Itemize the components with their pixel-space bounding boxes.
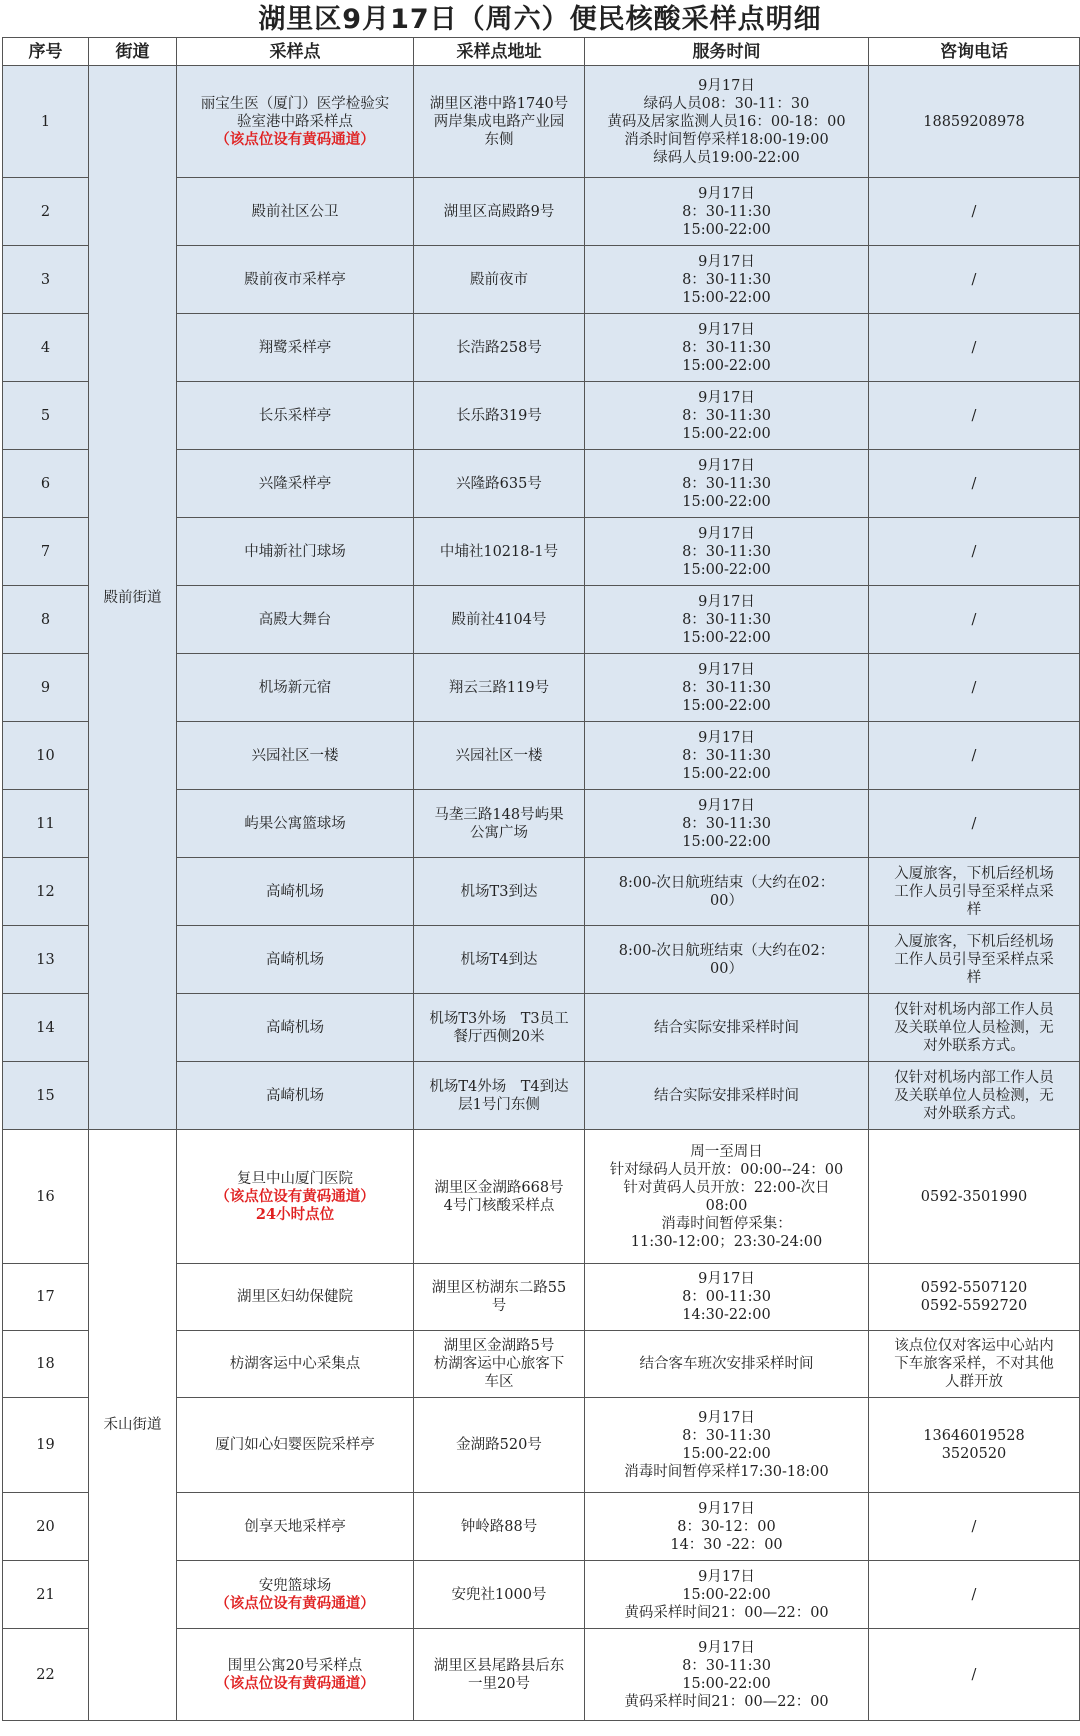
service-time-line: 8：30-11:30	[682, 1428, 771, 1444]
service-time-line: 8：30-12：00	[677, 1518, 776, 1535]
site-address-line: 东侧	[484, 131, 514, 148]
yellow-code-note: （该点位设有黄码通道）	[215, 1674, 375, 1692]
site-name-line: 枋湖客运中心采集点	[229, 1356, 361, 1372]
site-name-line: 验室港中路采样点	[237, 113, 353, 130]
site-address	[414, 722, 585, 790]
contact-phone-line: 工作人员引导至采样点采	[894, 883, 1054, 900]
site-address-line: 湖里区金湖路5号	[443, 1338, 555, 1354]
service-time	[585, 994, 869, 1062]
service-time	[585, 178, 869, 246]
row-number: 18	[3, 1331, 89, 1398]
service-time-line: 15:00-22:00	[682, 1586, 771, 1603]
service-time-line: 11:30-12:00；23:30-24:00	[630, 1233, 823, 1250]
service-time-line: 消杀时间暂停采样18:00-19:00	[624, 131, 829, 148]
contact-phone	[869, 178, 1080, 246]
service-time-line: 8：30-11:30	[682, 611, 771, 628]
service-time-line: 8：30-11:30	[682, 543, 771, 560]
service-time-line: 9月17日	[698, 1271, 755, 1287]
service-time-line: 14：30 -22：00	[670, 1536, 783, 1553]
header-cell: 序号	[3, 38, 89, 66]
service-time-line: 15:00-22:00	[682, 425, 771, 442]
service-time-line: 消毒时间暂停采集：	[661, 1215, 792, 1232]
contact-phone-line: /	[971, 747, 977, 764]
service-time-line: 8：00-11:30	[682, 1289, 771, 1305]
site-address	[414, 654, 585, 722]
contact-phone-line: /	[971, 475, 977, 492]
service-time-line: 15:00-22:00	[682, 289, 771, 306]
contact-phone-line: 0592-5592720	[920, 1298, 1028, 1314]
service-time-line: 针对黄码人员开放：22:00-次日	[623, 1179, 830, 1196]
contact-phone-line: /	[971, 407, 977, 424]
row-number: 21	[3, 1561, 89, 1629]
service-time-line: 绿码人员08：30-11：30	[643, 95, 810, 112]
contact-phone	[869, 450, 1080, 518]
service-time-line: 15:00-22:00	[682, 833, 771, 850]
header-row	[3, 38, 1080, 66]
contact-phone-line: 该点位仅对客运中心站内	[894, 1338, 1054, 1354]
service-time-line: 9月17日	[698, 1568, 755, 1585]
service-time-line: 9月17日	[698, 1639, 755, 1656]
service-time	[585, 450, 869, 518]
row-number: 13	[3, 926, 89, 994]
service-time-line: 15:00-22:00	[682, 493, 771, 510]
site-address-line: 兴隆路635号	[456, 475, 542, 492]
service-time-line: 9月17日	[698, 389, 755, 406]
contact-phone-line: 3520520	[941, 1446, 1007, 1462]
row-number: 12	[3, 858, 89, 926]
service-time	[585, 1062, 869, 1130]
service-time-line: 9月17日	[698, 457, 755, 474]
row-number: 19	[3, 1398, 89, 1493]
site-address-line: 4号门核酸采样点	[443, 1197, 555, 1214]
site-name	[177, 1629, 414, 1721]
site-name-line: 殿前夜市采样亭	[244, 271, 346, 288]
row-number: 5	[3, 382, 89, 450]
site-address	[414, 518, 585, 586]
site-name	[177, 722, 414, 790]
site-address	[414, 382, 585, 450]
contact-phone-line: /	[971, 203, 977, 220]
contact-phone	[869, 1331, 1080, 1398]
service-time	[585, 518, 869, 586]
service-time-line: 结合实际安排采样时间	[654, 1087, 799, 1104]
site-address-line: 机场T3外场 T3员工	[429, 1010, 569, 1027]
service-time-line: 黄码及居家监测人员16：00-18：00	[607, 113, 846, 130]
contact-phone	[869, 314, 1080, 382]
service-time	[585, 1331, 869, 1398]
contact-phone-line: /	[971, 339, 977, 356]
site-name-line: 高崎机场	[266, 883, 324, 900]
service-time-line: 9月17日	[698, 593, 755, 610]
site-name-line: 创享天地采样亭	[244, 1518, 346, 1535]
contact-phone-line: 下车旅客采样，不对其他	[894, 1356, 1054, 1372]
service-time	[585, 1264, 869, 1331]
service-time-line: 8:00-次日航班结束（大约在02：	[618, 942, 835, 959]
site-address-line: 机场T4到达	[460, 951, 538, 968]
site-address-line: 号	[491, 1298, 507, 1314]
yellow-code-note: 24小时点位	[255, 1205, 335, 1223]
row-number: 7	[3, 518, 89, 586]
contact-phone	[869, 722, 1080, 790]
site-address-line: 兴园社区一楼	[455, 747, 543, 764]
site-address-line: 金湖路520号	[456, 1437, 542, 1453]
site-name	[177, 314, 414, 382]
contact-phone-line: /	[971, 271, 977, 288]
contact-phone-line: 仅针对机场内部工作人员	[894, 1001, 1054, 1018]
service-time-line: 15:00-22:00	[682, 697, 771, 714]
service-time-line: 9月17日	[698, 729, 755, 746]
site-name-line: 中埔新社门球场	[244, 543, 346, 560]
site-address-line: 一里20号	[468, 1675, 530, 1692]
contact-phone-line: /	[971, 543, 977, 560]
site-address-line: 两岸集成电路产业园	[433, 113, 565, 130]
header-cell: 街道	[89, 38, 177, 66]
site-address-line: 中埔社10218-1号	[439, 543, 559, 560]
service-time-line: 黄码采样时间21：00—22：00	[624, 1604, 829, 1621]
service-time-line: 8：30-11:30	[682, 271, 771, 288]
contact-phone	[869, 790, 1080, 858]
contact-phone-line: 18859208978	[923, 113, 1025, 130]
row-number: 10	[3, 722, 89, 790]
site-address	[414, 1629, 585, 1721]
contact-phone	[869, 1062, 1080, 1130]
site-address-line: 层1号门东侧	[458, 1096, 540, 1113]
site-name	[177, 1331, 414, 1398]
contact-phone-line: 对外联系方式。	[923, 1037, 1025, 1054]
site-name	[177, 858, 414, 926]
contact-phone	[869, 1493, 1080, 1561]
site-address	[414, 1493, 585, 1561]
row-number: 3	[3, 246, 89, 314]
site-address	[414, 586, 585, 654]
service-time-line: 9月17日	[698, 661, 755, 678]
site-address	[414, 790, 585, 858]
row-number: 6	[3, 450, 89, 518]
site-address	[414, 1398, 585, 1493]
service-time-line: 9月17日	[698, 321, 755, 338]
site-address-line: 湖里区枋湖东二路55	[431, 1280, 567, 1296]
site-name-line: 厦门如心妇婴医院采样亭	[215, 1437, 375, 1453]
service-time-line: 15:00-22:00	[682, 357, 771, 374]
row-number: 11	[3, 790, 89, 858]
service-time	[585, 1130, 869, 1264]
header-cell: 服务时间	[585, 38, 869, 66]
site-address-line: 湖里区县尾路县后东	[433, 1657, 565, 1674]
contact-phone-line: /	[971, 679, 977, 696]
service-time-line: 结合客车班次安排采样时间	[639, 1356, 814, 1372]
service-time-line: 9月17日	[698, 77, 755, 94]
site-name-line: 高殿大舞台	[258, 611, 332, 628]
site-address	[414, 926, 585, 994]
contact-phone	[869, 654, 1080, 722]
service-time-line: 00）	[710, 960, 743, 977]
site-name	[177, 518, 414, 586]
contact-phone-line: /	[971, 611, 977, 628]
contact-phone-line: /	[971, 1666, 977, 1683]
service-time-line: 08:00	[705, 1197, 748, 1214]
site-name	[177, 1062, 414, 1130]
service-time	[585, 790, 869, 858]
contact-phone-line: 及关联单位人员检测，无	[894, 1019, 1054, 1036]
service-time	[585, 1493, 869, 1561]
service-time-line: 00）	[710, 892, 743, 909]
contact-phone-line: 对外联系方式。	[923, 1105, 1025, 1122]
site-name	[177, 1493, 414, 1561]
header-cell: 采样点地址	[414, 38, 585, 66]
contact-phone-line: 人群开放	[945, 1374, 1003, 1390]
contact-phone-line: 仅针对机场内部工作人员	[894, 1069, 1054, 1086]
row-number: 2	[3, 178, 89, 246]
site-name-line: 屿果公寓篮球场	[244, 815, 346, 832]
table-row	[3, 1130, 1080, 1264]
site-address	[414, 178, 585, 246]
yellow-code-note: （该点位设有黄码通道）	[215, 130, 375, 148]
site-name-line: 机场新元宿	[258, 679, 332, 696]
site-name-line: 安兜篮球场	[258, 1577, 332, 1594]
contact-phone-line: 13646019528	[923, 1428, 1025, 1444]
site-address	[414, 858, 585, 926]
service-time-line: 15:00-22:00	[682, 765, 771, 782]
site-name-line: 复旦中山厦门医院	[237, 1170, 353, 1187]
contact-phone-line: 0592-5507120	[920, 1280, 1028, 1296]
contact-phone	[869, 1398, 1080, 1493]
street-name: 殿前街道	[89, 66, 177, 1130]
site-address-line: 安兜社1000号	[451, 1586, 547, 1603]
site-address	[414, 1561, 585, 1629]
service-time-line: 8：30-11:30	[682, 679, 771, 696]
site-address-line: 长乐路319号	[456, 407, 542, 424]
site-name-line: 翔鹭采样亭	[258, 339, 332, 356]
site-name	[177, 790, 414, 858]
service-time-line: 8：30-11:30	[682, 203, 771, 220]
contact-phone	[869, 858, 1080, 926]
site-address	[414, 1130, 585, 1264]
site-name	[177, 382, 414, 450]
contact-phone-line: 入厦旅客，下机后经机场	[894, 933, 1054, 950]
service-time-line: 8：30-11:30	[682, 475, 771, 492]
row-number: 16	[3, 1130, 89, 1264]
site-address-line: 车区	[484, 1374, 514, 1390]
site-address-line: 马垄三路148号屿果	[434, 806, 564, 823]
service-time	[585, 654, 869, 722]
service-time-line: 8：30-11:30	[682, 815, 771, 832]
site-name	[177, 66, 414, 178]
service-time-line: 9月17日	[698, 525, 755, 542]
site-address-line: 钟岭路88号	[460, 1518, 538, 1535]
site-name	[177, 994, 414, 1062]
service-time-line: 15:00-22:00	[682, 1675, 771, 1692]
site-name	[177, 246, 414, 314]
site-name-line: 高崎机场	[266, 1019, 324, 1036]
service-time-line: 15:00-22:00	[682, 1446, 771, 1462]
service-time-line: 8：30-11:30	[682, 747, 771, 764]
site-name	[177, 1561, 414, 1629]
site-address	[414, 1331, 585, 1398]
table-body	[3, 66, 1080, 1721]
contact-phone	[869, 926, 1080, 994]
sampling-sites-table	[2, 37, 1080, 1721]
service-time	[585, 1629, 869, 1721]
site-address-line: 湖里区高殿路9号	[443, 203, 555, 220]
site-address-line: 机场T3到达	[460, 883, 538, 900]
service-time-line: 8：30-11:30	[682, 407, 771, 424]
row-number: 14	[3, 994, 89, 1062]
header-cell: 采样点	[177, 38, 414, 66]
contact-phone	[869, 1264, 1080, 1331]
contact-phone	[869, 518, 1080, 586]
row-number: 9	[3, 654, 89, 722]
service-time	[585, 858, 869, 926]
page-title: 湖里区9月17日（周六）便民核酸采样点明细	[258, 4, 822, 35]
yellow-code-note: （该点位设有黄码通道）	[215, 1594, 375, 1612]
service-time-line: 9月17日	[698, 253, 755, 270]
row-number: 4	[3, 314, 89, 382]
contact-phone	[869, 1130, 1080, 1264]
contact-phone	[869, 382, 1080, 450]
contact-phone-line: /	[971, 815, 977, 832]
site-name	[177, 1398, 414, 1493]
service-time-line: 15:00-22:00	[682, 629, 771, 646]
site-address-line: 长浩路258号	[456, 339, 542, 356]
site-address	[414, 246, 585, 314]
service-time	[585, 246, 869, 314]
service-time-line: 黄码采样时间21：00—22：00	[624, 1693, 829, 1710]
row-number: 8	[3, 586, 89, 654]
site-address-line: 殿前夜市	[470, 271, 528, 288]
site-name	[177, 586, 414, 654]
site-name	[177, 926, 414, 994]
service-time	[585, 1561, 869, 1629]
site-address-line: 殿前社4104号	[451, 611, 547, 628]
site-name	[177, 450, 414, 518]
row-number: 20	[3, 1493, 89, 1561]
site-address-line: 湖里区港中路1740号	[429, 95, 569, 112]
site-name	[177, 1264, 414, 1331]
service-time-line: 8:00-次日航班结束（大约在02：	[618, 874, 835, 891]
table-row	[3, 66, 1080, 178]
service-time-line: 8：30-11:30	[682, 1657, 771, 1674]
service-time	[585, 1398, 869, 1493]
contact-phone-line: 入厦旅客，下机后经机场	[894, 865, 1054, 882]
service-time-line: 9月17日	[698, 1410, 755, 1426]
site-address-line: 枋湖客运中心旅客下	[433, 1356, 565, 1372]
contact-phone-line: 及关联单位人员检测，无	[894, 1087, 1054, 1104]
row-number: 1	[3, 66, 89, 178]
contact-phone-line: 样	[966, 901, 982, 918]
service-time-line: 9月17日	[698, 797, 755, 814]
site-name-line: 兴隆采样亭	[258, 475, 332, 492]
service-time	[585, 722, 869, 790]
contact-phone	[869, 66, 1080, 178]
row-number: 22	[3, 1629, 89, 1721]
contact-phone-line: /	[971, 1518, 977, 1535]
site-name-line: 高崎机场	[266, 1087, 324, 1104]
contact-phone	[869, 1629, 1080, 1721]
row-number: 17	[3, 1264, 89, 1331]
service-time	[585, 926, 869, 994]
service-time-line: 8：30-11:30	[682, 339, 771, 356]
contact-phone-line: 0592-3501990	[920, 1188, 1028, 1205]
service-time-line: 绿码人员19:00-22:00	[653, 149, 800, 166]
service-time	[585, 382, 869, 450]
contact-phone	[869, 994, 1080, 1062]
service-time	[585, 314, 869, 382]
site-address-line: 餐厅西侧20米	[453, 1028, 545, 1045]
site-address-line: 翔云三路119号	[448, 679, 550, 696]
header-cell: 咨询电话	[869, 38, 1080, 66]
site-name	[177, 1130, 414, 1264]
site-address	[414, 314, 585, 382]
contact-phone-line: /	[971, 1586, 977, 1603]
site-name-line: 高崎机场	[266, 951, 324, 968]
street-name: 禾山街道	[89, 1130, 177, 1721]
site-name-line: 长乐采样亭	[258, 407, 332, 424]
site-name-line: 丽宝生医（厦门）医学检验实	[200, 95, 390, 112]
site-address	[414, 450, 585, 518]
site-name	[177, 178, 414, 246]
site-name-line: 殿前社区公卫	[251, 203, 339, 220]
yellow-code-note: （该点位设有黄码通道）	[215, 1187, 375, 1205]
service-time-line: 9月17日	[698, 1500, 755, 1517]
service-time	[585, 66, 869, 178]
service-time-line: 15:00-22:00	[682, 561, 771, 578]
site-name-line: 围里公寓20号采样点	[227, 1657, 363, 1674]
contact-phone	[869, 1561, 1080, 1629]
site-address-line: 湖里区金湖路668号	[434, 1179, 564, 1196]
contact-phone-line: 工作人员引导至采样点采	[894, 951, 1054, 968]
service-time-line: 9月17日	[698, 185, 755, 202]
service-time-line: 15:00-22:00	[682, 221, 771, 238]
site-name	[177, 654, 414, 722]
service-time-line: 消毒时间暂停采样17:30-18:00	[624, 1464, 829, 1480]
site-address-line: 机场T4外场 T4到达	[429, 1078, 569, 1095]
service-time-line: 针对绿码人员开放：00:00--24：00	[609, 1161, 844, 1178]
site-address	[414, 1062, 585, 1130]
site-address	[414, 66, 585, 178]
contact-phone-line: 样	[966, 969, 982, 986]
service-time-line: 结合实际安排采样时间	[654, 1019, 799, 1036]
site-name-line: 湖里区妇幼保健院	[237, 1289, 353, 1305]
service-time	[585, 586, 869, 654]
site-address-line: 公寓广场	[470, 824, 528, 841]
contact-phone	[869, 586, 1080, 654]
site-address	[414, 1264, 585, 1331]
service-time-line: 14:30-22:00	[682, 1307, 771, 1323]
site-address	[414, 994, 585, 1062]
site-name-line: 兴园社区一楼	[251, 747, 339, 764]
row-number: 15	[3, 1062, 89, 1130]
service-time-line: 周一至周日	[690, 1143, 763, 1160]
contact-phone	[869, 246, 1080, 314]
